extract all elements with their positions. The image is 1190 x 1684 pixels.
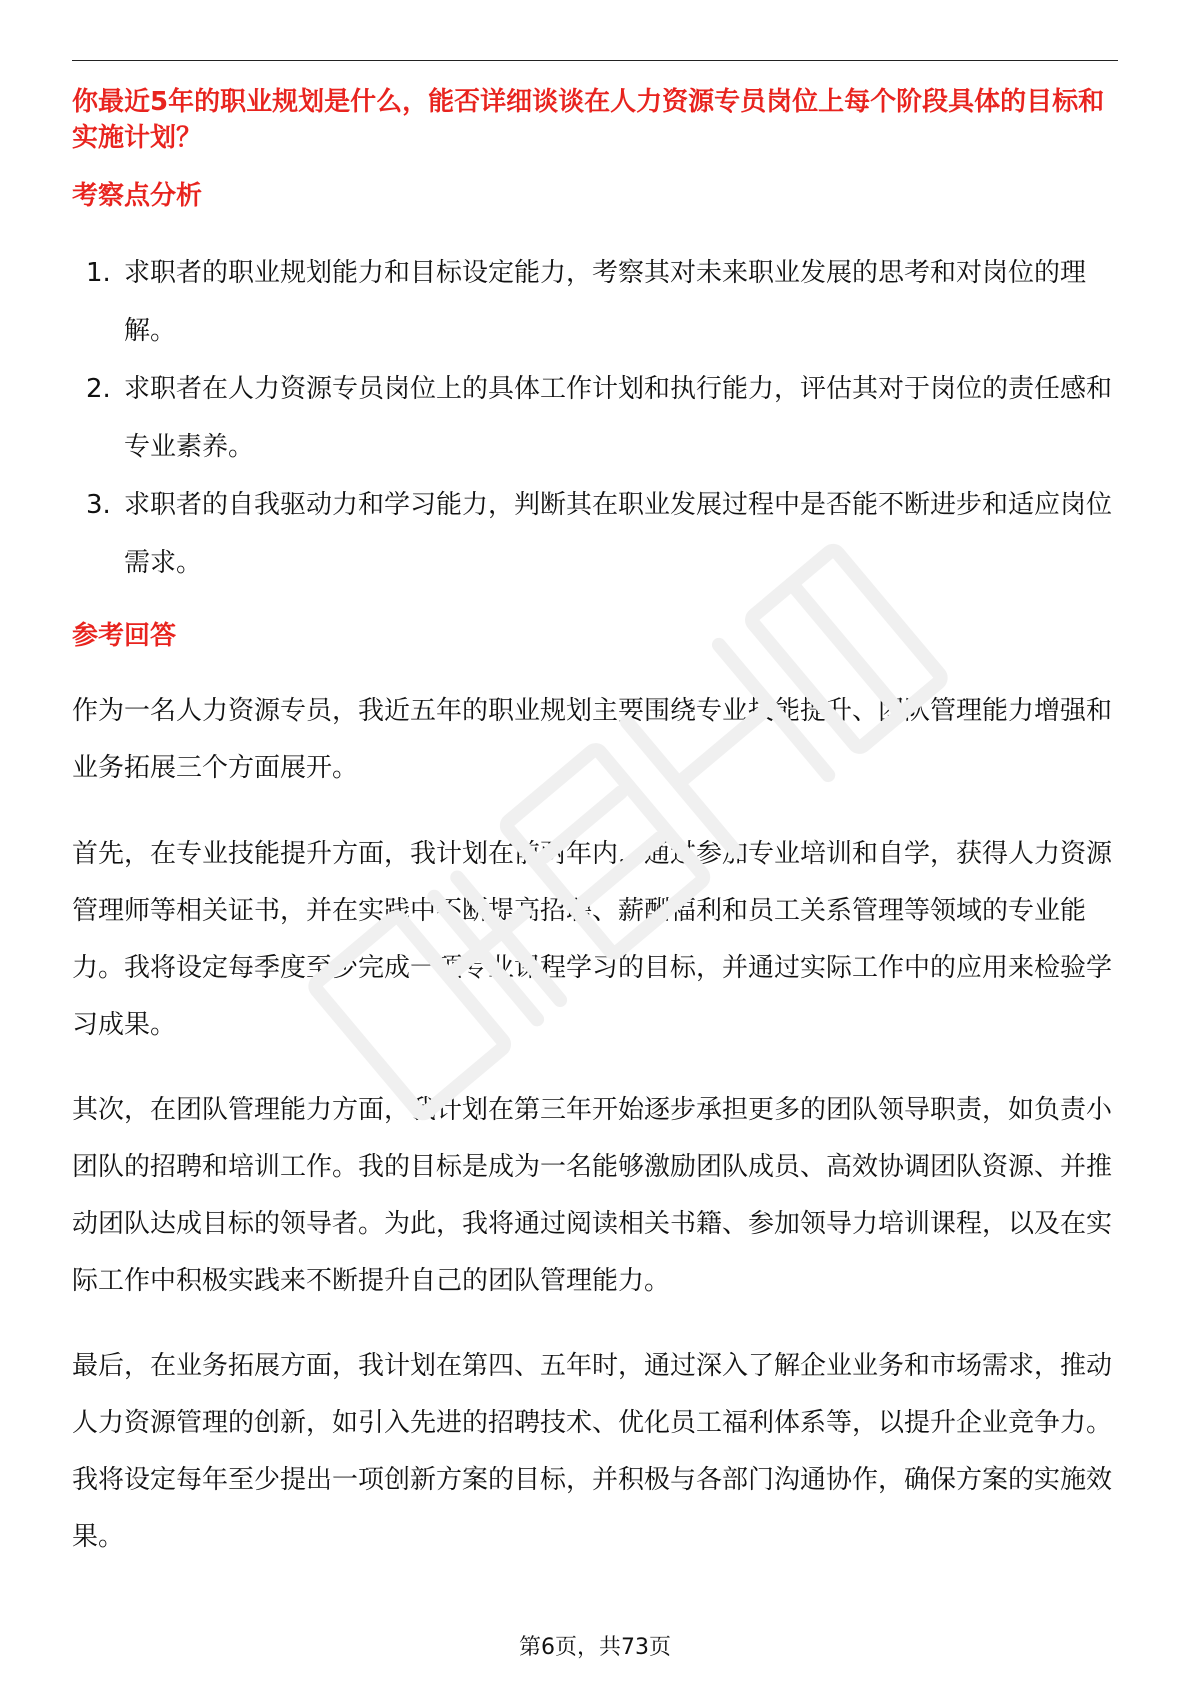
point-text: 求职者的自我驱动力和学习能力，判断其在职业发展过程中是否能不断进步和适应岗位需求。 [124, 490, 1113, 578]
top-divider [72, 60, 1118, 61]
point-text: 求职者在人力资源专员岗位上的具体工作计划和执行能力，评估其对于岗位的责任感和专业素养。 [124, 374, 1113, 462]
question-title: 你最近5年的职业规划是什么，能否详细谈谈在人力资源专员岗位上每个阶段具体的目标和实施计划？ [72, 87, 1105, 153]
analysis-point [72, 244, 1118, 360]
analysis-points [72, 244, 1118, 592]
answer-paragraph: 其次，在团队管理能力方面，我计划在第三年开始逐步承担更多的团队领导职责，如负责小团队的招聘和培训工作。我的目标是成为一名能够激励团队成员、高效协调团队资源、并推动团队达成目标的领导者。为此，我将通过阅读相关书籍、参加领导力培训课程，以及在实际工作中积极实践来不断提升自己的团队管理能力。 [72, 1095, 1113, 1296]
answer-paragraph: 作为一名人力资源专员，我近五年的职业规划主要围绕专业技能提升、团队管理能力增强和业务拓展三个方面展开。 [72, 696, 1113, 783]
point-text: 求职者的职业规划能力和目标设定能力，考察其对未来职业发展的思考和对岗位的理解。 [124, 258, 1087, 346]
answer-paragraph: 最后，在业务拓展方面，我计划在第四、五年时，通过深入了解企业业务和市场需求，推动人力资源管理的创新，如引入先进的招聘技术、优化员工福利体系等，以提升企业竞争力。我将设定每年至少提出一项创新方案的目标，并积极与各部门沟通协作，确保方案的实施效果。 [72, 1351, 1113, 1552]
point-number: 1. [86, 258, 111, 288]
point-number: 2. [86, 374, 111, 404]
analysis-point [72, 360, 1118, 476]
analysis-heading: 考察点分析 [72, 181, 203, 211]
answer-paragraph: 首先，在专业技能提升方面，我计划在前两年内，通过参加专业培训和自学，获得人力资源管理师等相关证书，并在实践中不断提高招聘、薪酬福利和员工关系管理等领域的专业能力。我将设定每季度至少完成一项专业课程学习的目标，并通过实际工作中的应用来检验学习成果。 [72, 839, 1113, 1040]
page-number: 第6页，共73页 [519, 1635, 671, 1660]
answer-heading: 参考回答 [72, 621, 177, 651]
point-number: 3. [86, 490, 111, 520]
analysis-point [72, 476, 1118, 592]
